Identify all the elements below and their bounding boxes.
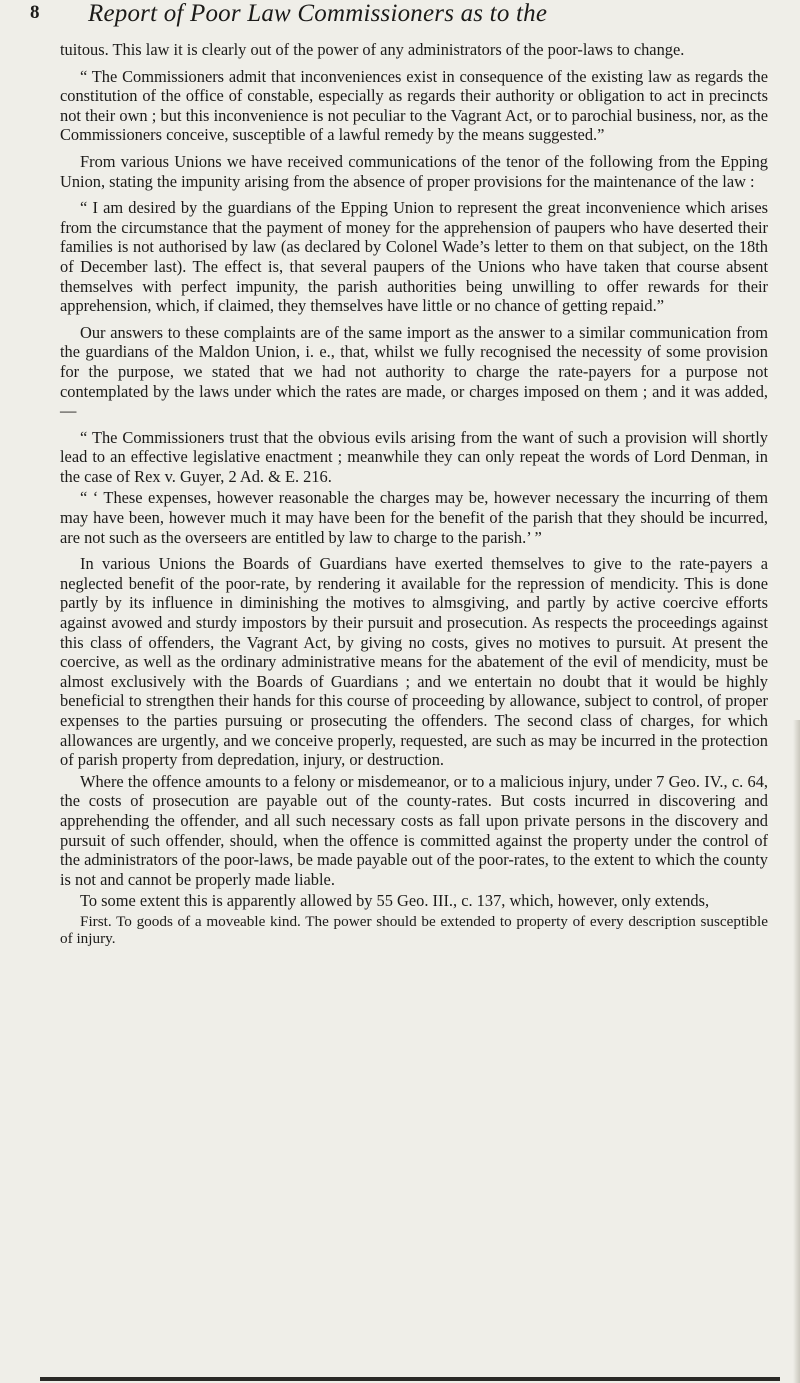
page-edge-shadow bbox=[793, 720, 800, 1383]
paragraph: From various Unions we have received communications of the tenor of the following from the Epping Union, stating the impunity arising from the absence of proper provisions for the maintenance of the law : bbox=[60, 151, 768, 191]
bottom-rule bbox=[40, 1377, 780, 1381]
paragraph: In various Unions the Boards of Guardians have exerted themselves to give to the rate-payers a neglected benefit of the poor-rate, by rendering it available for the repression of mendicity. This is done partly by its influence in diminishing the motives to almsgiving, and partly by active coercive efforts against avowed and sturdy impostors by their pursuit and prosecution. As respects the proceedings against this class of offenders, the Vagrant Act, by giving no costs, gives no motives to pursuit. At present the coercive, as well as the ordinary administrative means for the abatement of the evil of mendicity, must be almost exclusively with the Boards of Guardians ; and we entertain no doubt that it would be highly beneficial to strengthen their hands for this course of proceeding by allowance, subject to control, of proper expenses to the parties pursuing or prosecuting the offenders. The second class of charges, for which allowances are urgently, and we conceive properly, requested, are such as may be incurred in the protection of parish property from depredation, injury, or destruction. bbox=[60, 554, 768, 770]
enumerated-paragraph: First. To goods of a moveable kind. The power should be extended to property of every description susceptible of injury. bbox=[60, 912, 768, 947]
running-head: Report of Poor Law Commissioners as to the bbox=[88, 0, 548, 27]
paragraph: To some extent this is apparently allowed by 55 Geo. III., c. 137, which, however, only extends, bbox=[80, 891, 710, 911]
paragraph: tuitous. This law it is clearly out of the power of any administrators of the poor-laws to change. bbox=[60, 40, 685, 59]
quoted-paragraph: “ ‘ These expenses, however reasonable the charges may be, however necessary the incurring of them may have been, however much it may have been for the benefit of the parish that they should be incurred, are not such as the overseers are entitled by law to charge to the parish.’ ” bbox=[60, 488, 768, 547]
quoted-paragraph: “ The Commissioners trust that the obvious evils arising from the want of such a provision will shortly lead to an effective legislative enactment ; meanwhile they can only repeat the words of Lord Denman, in the case of Rex v. Guyer, 2 Ad. & E. 216. bbox=[60, 427, 768, 486]
page-number: 8 bbox=[30, 2, 40, 23]
body-text bbox=[60, 40, 768, 947]
quoted-letter: “ I am desired by the guardians of the Epping Union to represent the great inconvenience which arises from the circumstance that the payment of money for the apprehension of paupers who have deserted their families is not authorised by law (as declared by Colonel Wade’s letter to them on that subject, on the 18th of December last). The effect is, that several paupers of the Unions who have taken that course absent themselves with perfect impunity, the parish authorities being unwilling to offer rewards for their apprehension, which, if claimed, they themselves have little or no chance of getting repaid.” bbox=[60, 198, 768, 316]
paragraph: Our answers to these complaints are of the same import as the answer to a similar communication from the guardians of the Maldon Union, i. e., that, whilst we fully recognised the necessity of some provision for the purpose, we stated that we had not authority to charge the rate-payers for a purpose not contemplated by the laws under which the rates are made, or charges imposed on them ; and it was added,— bbox=[60, 322, 768, 421]
paragraph: “ The Commissioners admit that inconveniences exist in consequence of the existing law as regards the constitution of the office of constable, especially as regards their authority or obligation to act in precincts not their own ; but this inconvenience is not peculiar to the Vagrant Act, or to parochial business, nor, as the Commissioners conceive, susceptible of a lawful remedy by the means suggested.” bbox=[60, 66, 768, 145]
paragraph: Where the offence amounts to a felony or misdemeanor, or to a malicious injury, under 7 Geo. IV., c. 64, the costs of prosecution are payable out of the county-rates. But costs incurred in discovering and apprehending the offender, and all such necessary costs as fall upon private persons in the discovery and pursuit of such offender, should, when the offence is committed against the property under the control of the administrators of the poor-laws, be made payable out of the poor-rates, to the extent to which the county is not and cannot be properly made liable. bbox=[60, 771, 768, 889]
